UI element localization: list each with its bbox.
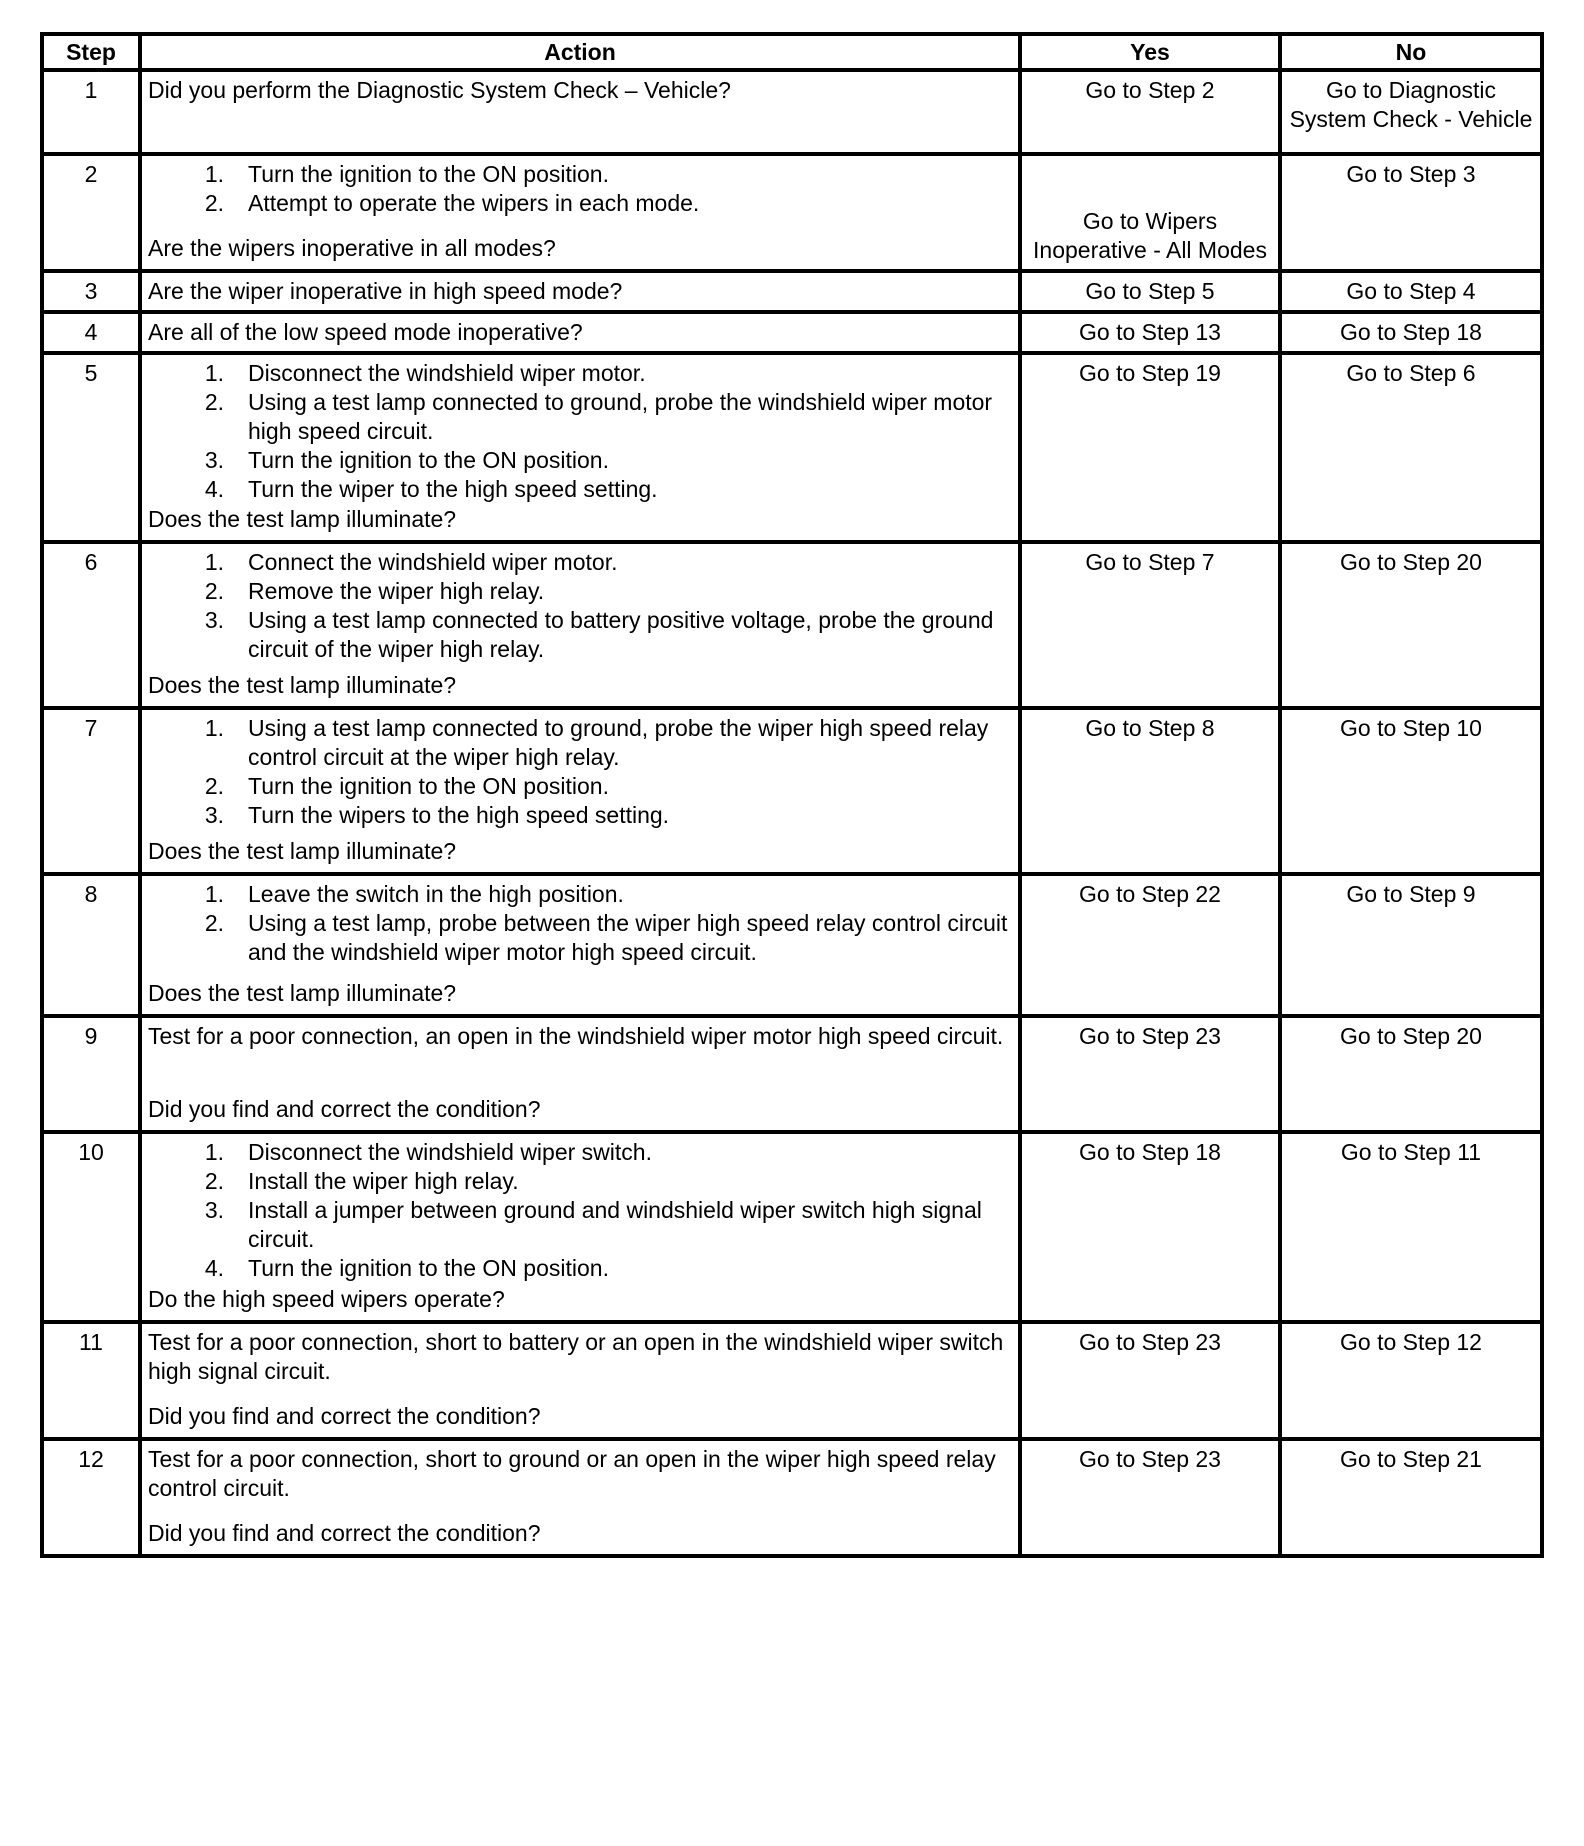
no-result: Go to Step 9 [1280,874,1542,1016]
list-item-text: Turn the ignition to the ON position. [248,447,609,473]
list-item [148,446,1012,475]
list-item-text: Disconnect the windshield wiper motor. [248,360,646,386]
table-row [42,70,1542,154]
step-number: 3 [42,271,140,312]
list-item [148,1167,1012,1196]
step-number: 9 [42,1016,140,1132]
no-result: Go to Step 11 [1280,1132,1542,1322]
table-row [42,708,1542,874]
table-row [42,1322,1542,1439]
action-steps-list [148,359,1012,504]
yes-result: Go to Step 7 [1020,542,1280,708]
list-item-number: 4. [204,1255,224,1281]
table-row [42,874,1542,1016]
no-result: Go to Step 10 [1280,708,1542,874]
action-question: Does the test lamp illuminate? [148,672,457,698]
table-row [42,1132,1542,1322]
no-result: Go to Step 20 [1280,542,1542,708]
action-steps-list [148,880,1012,967]
list-item-text: Install the wiper high relay. [248,1168,519,1194]
list-item-text: Leave the switch in the high position. [248,881,624,907]
step-number: 6 [42,542,140,708]
action-cell [140,353,1020,542]
list-item-number: 2. [204,773,224,799]
yes-result: Go to Step 13 [1020,312,1280,353]
step-number: 8 [42,874,140,1016]
action-steps-list [148,548,1012,664]
list-item-number: 4. [204,476,224,502]
action-text: Test for a poor connection, short to ground or an open in the wiper high speed relay control circuit. [148,1446,996,1501]
table-row [42,154,1542,271]
list-item [148,801,1012,830]
list-item-number: 1. [204,549,224,575]
list-item-number: 1. [204,1139,224,1165]
action-question: Does the test lamp illuminate? [148,838,457,864]
action-cell [140,271,1020,312]
list-item-text: Connect the windshield wiper motor. [248,549,618,575]
action-cell [140,70,1020,154]
no-result: Go to Step 6 [1280,353,1542,542]
list-item-text: Turn the wipers to the high speed setting. [248,802,670,828]
header-action: Action [140,34,1020,70]
yes-result: Go to Step 5 [1020,271,1280,312]
action-cell [140,708,1020,874]
list-item-number: 3. [204,802,224,828]
list-item-number: 3. [204,447,224,473]
table-row [42,542,1542,708]
list-item [148,359,1012,388]
yes-result: Go to Step 23 [1020,1016,1280,1132]
action-cell [140,1322,1020,1439]
step-number: 12 [42,1439,140,1556]
action-text: Did you perform the Diagnostic System Check – Vehicle? [148,77,731,103]
table-row [42,1016,1542,1132]
list-item-text: Remove the wiper high relay. [248,578,545,604]
list-item [148,577,1012,606]
list-item [148,548,1012,577]
table-row [42,312,1542,353]
action-cell [140,1132,1020,1322]
list-item-number: 1. [204,715,224,741]
list-item-number: 2. [204,910,224,936]
yes-result: Go to Step 8 [1020,708,1280,874]
list-item-text: Turn the ignition to the ON position. [248,773,609,799]
list-item-number: 2. [204,389,224,415]
header-no: No [1280,34,1542,70]
list-item-text: Disconnect the windshield wiper switch. [248,1139,652,1165]
list-item-text: Using a test lamp connected to ground, probe the wiper high speed relay control circuit at the wiper high relay. [248,715,989,770]
list-item [148,160,1012,189]
list-item-number: 3. [204,1197,224,1223]
action-text: Test for a poor connection, short to battery or an open in the windshield wiper switch high signal circuit. [148,1329,1004,1384]
action-question: Does the test lamp illuminate? [148,980,457,1006]
header-row [42,34,1542,70]
list-item-text: Turn the ignition to the ON position. [248,1255,609,1281]
list-item-number: 1. [204,881,224,907]
list-item [148,475,1012,504]
step-number: 10 [42,1132,140,1322]
action-cell [140,874,1020,1016]
step-number: 11 [42,1322,140,1439]
yes-result: Go to Step 23 [1020,1439,1280,1556]
header-step: Step [42,34,140,70]
diagnostic-table [40,32,1544,1558]
action-cell [140,1439,1020,1556]
list-item-number: 1. [204,360,224,386]
list-item-text: Attempt to operate the wipers in each mode. [248,190,700,216]
table-row [42,1439,1542,1556]
yes-result: Go to Wipers Inoperative - All Modes [1020,154,1280,271]
action-question: Does the test lamp illuminate? [148,506,457,532]
list-item [148,388,1012,446]
list-item-number: 2. [204,578,224,604]
yes-result: Go to Step 18 [1020,1132,1280,1322]
list-item-number: 2. [204,190,224,216]
header-yes: Yes [1020,34,1280,70]
list-item [148,772,1012,801]
list-item-number: 1. [204,161,224,187]
list-item [148,714,1012,772]
yes-result: Go to Step 23 [1020,1322,1280,1439]
yes-result: Go to Step 22 [1020,874,1280,1016]
action-text: Are the wiper inoperative in high speed mode? [148,278,623,304]
list-item [148,880,1012,909]
action-steps-list [148,1138,1012,1283]
action-steps-list [148,160,1012,218]
action-question: Did you find and correct the condition? [148,1520,541,1546]
no-result: Go to Step 21 [1280,1439,1542,1556]
no-result: Go to Step 4 [1280,271,1542,312]
no-result: Go to Step 3 [1280,154,1542,271]
list-item-number: 2. [204,1168,224,1194]
step-number: 2 [42,154,140,271]
table-body [42,70,1542,1556]
no-result: Go to Diagnostic System Check - Vehicle [1280,70,1542,154]
list-item-text: Using a test lamp, probe between the wiper high speed relay control circuit and the windshield wiper motor high speed circuit. [248,910,1008,965]
step-number: 1 [42,70,140,154]
action-question: Did you find and correct the condition? [148,1096,541,1122]
list-item [148,606,1012,664]
list-item [148,909,1012,967]
action-question: Did you find and correct the condition? [148,1403,541,1429]
list-item-text: Using a test lamp connected to ground, probe the windshield wiper motor high speed circuit. [248,389,993,444]
table-row [42,353,1542,542]
no-result: Go to Step 18 [1280,312,1542,353]
no-result: Go to Step 20 [1280,1016,1542,1132]
list-item-text: Using a test lamp connected to battery positive voltage, probe the ground circuit of the wiper high relay. [248,607,994,662]
yes-result: Go to Step 2 [1020,70,1280,154]
step-number: 5 [42,353,140,542]
action-cell [140,312,1020,353]
list-item [148,1138,1012,1167]
step-number: 4 [42,312,140,353]
action-text: Test for a poor connection, an open in the windshield wiper motor high speed circuit. [148,1023,1004,1049]
list-item-text: Turn the ignition to the ON position. [248,161,609,187]
action-cell [140,1016,1020,1132]
step-number: 7 [42,708,140,874]
list-item-text: Install a jumper between ground and windshield wiper switch high signal circuit. [248,1197,982,1252]
list-item [148,189,1012,218]
list-item [148,1254,1012,1283]
action-question: Are the wipers inoperative in all modes? [148,235,556,261]
action-question: Do the high speed wipers operate? [148,1286,505,1312]
list-item-number: 3. [204,607,224,633]
action-cell [140,542,1020,708]
action-text: Are all of the low speed mode inoperative? [148,319,583,345]
action-steps-list [148,714,1012,830]
list-item [148,1196,1012,1254]
action-cell [140,154,1020,271]
list-item-text: Turn the wiper to the high speed setting. [248,476,658,502]
no-result: Go to Step 12 [1280,1322,1542,1439]
table-row [42,271,1542,312]
yes-result: Go to Step 19 [1020,353,1280,542]
